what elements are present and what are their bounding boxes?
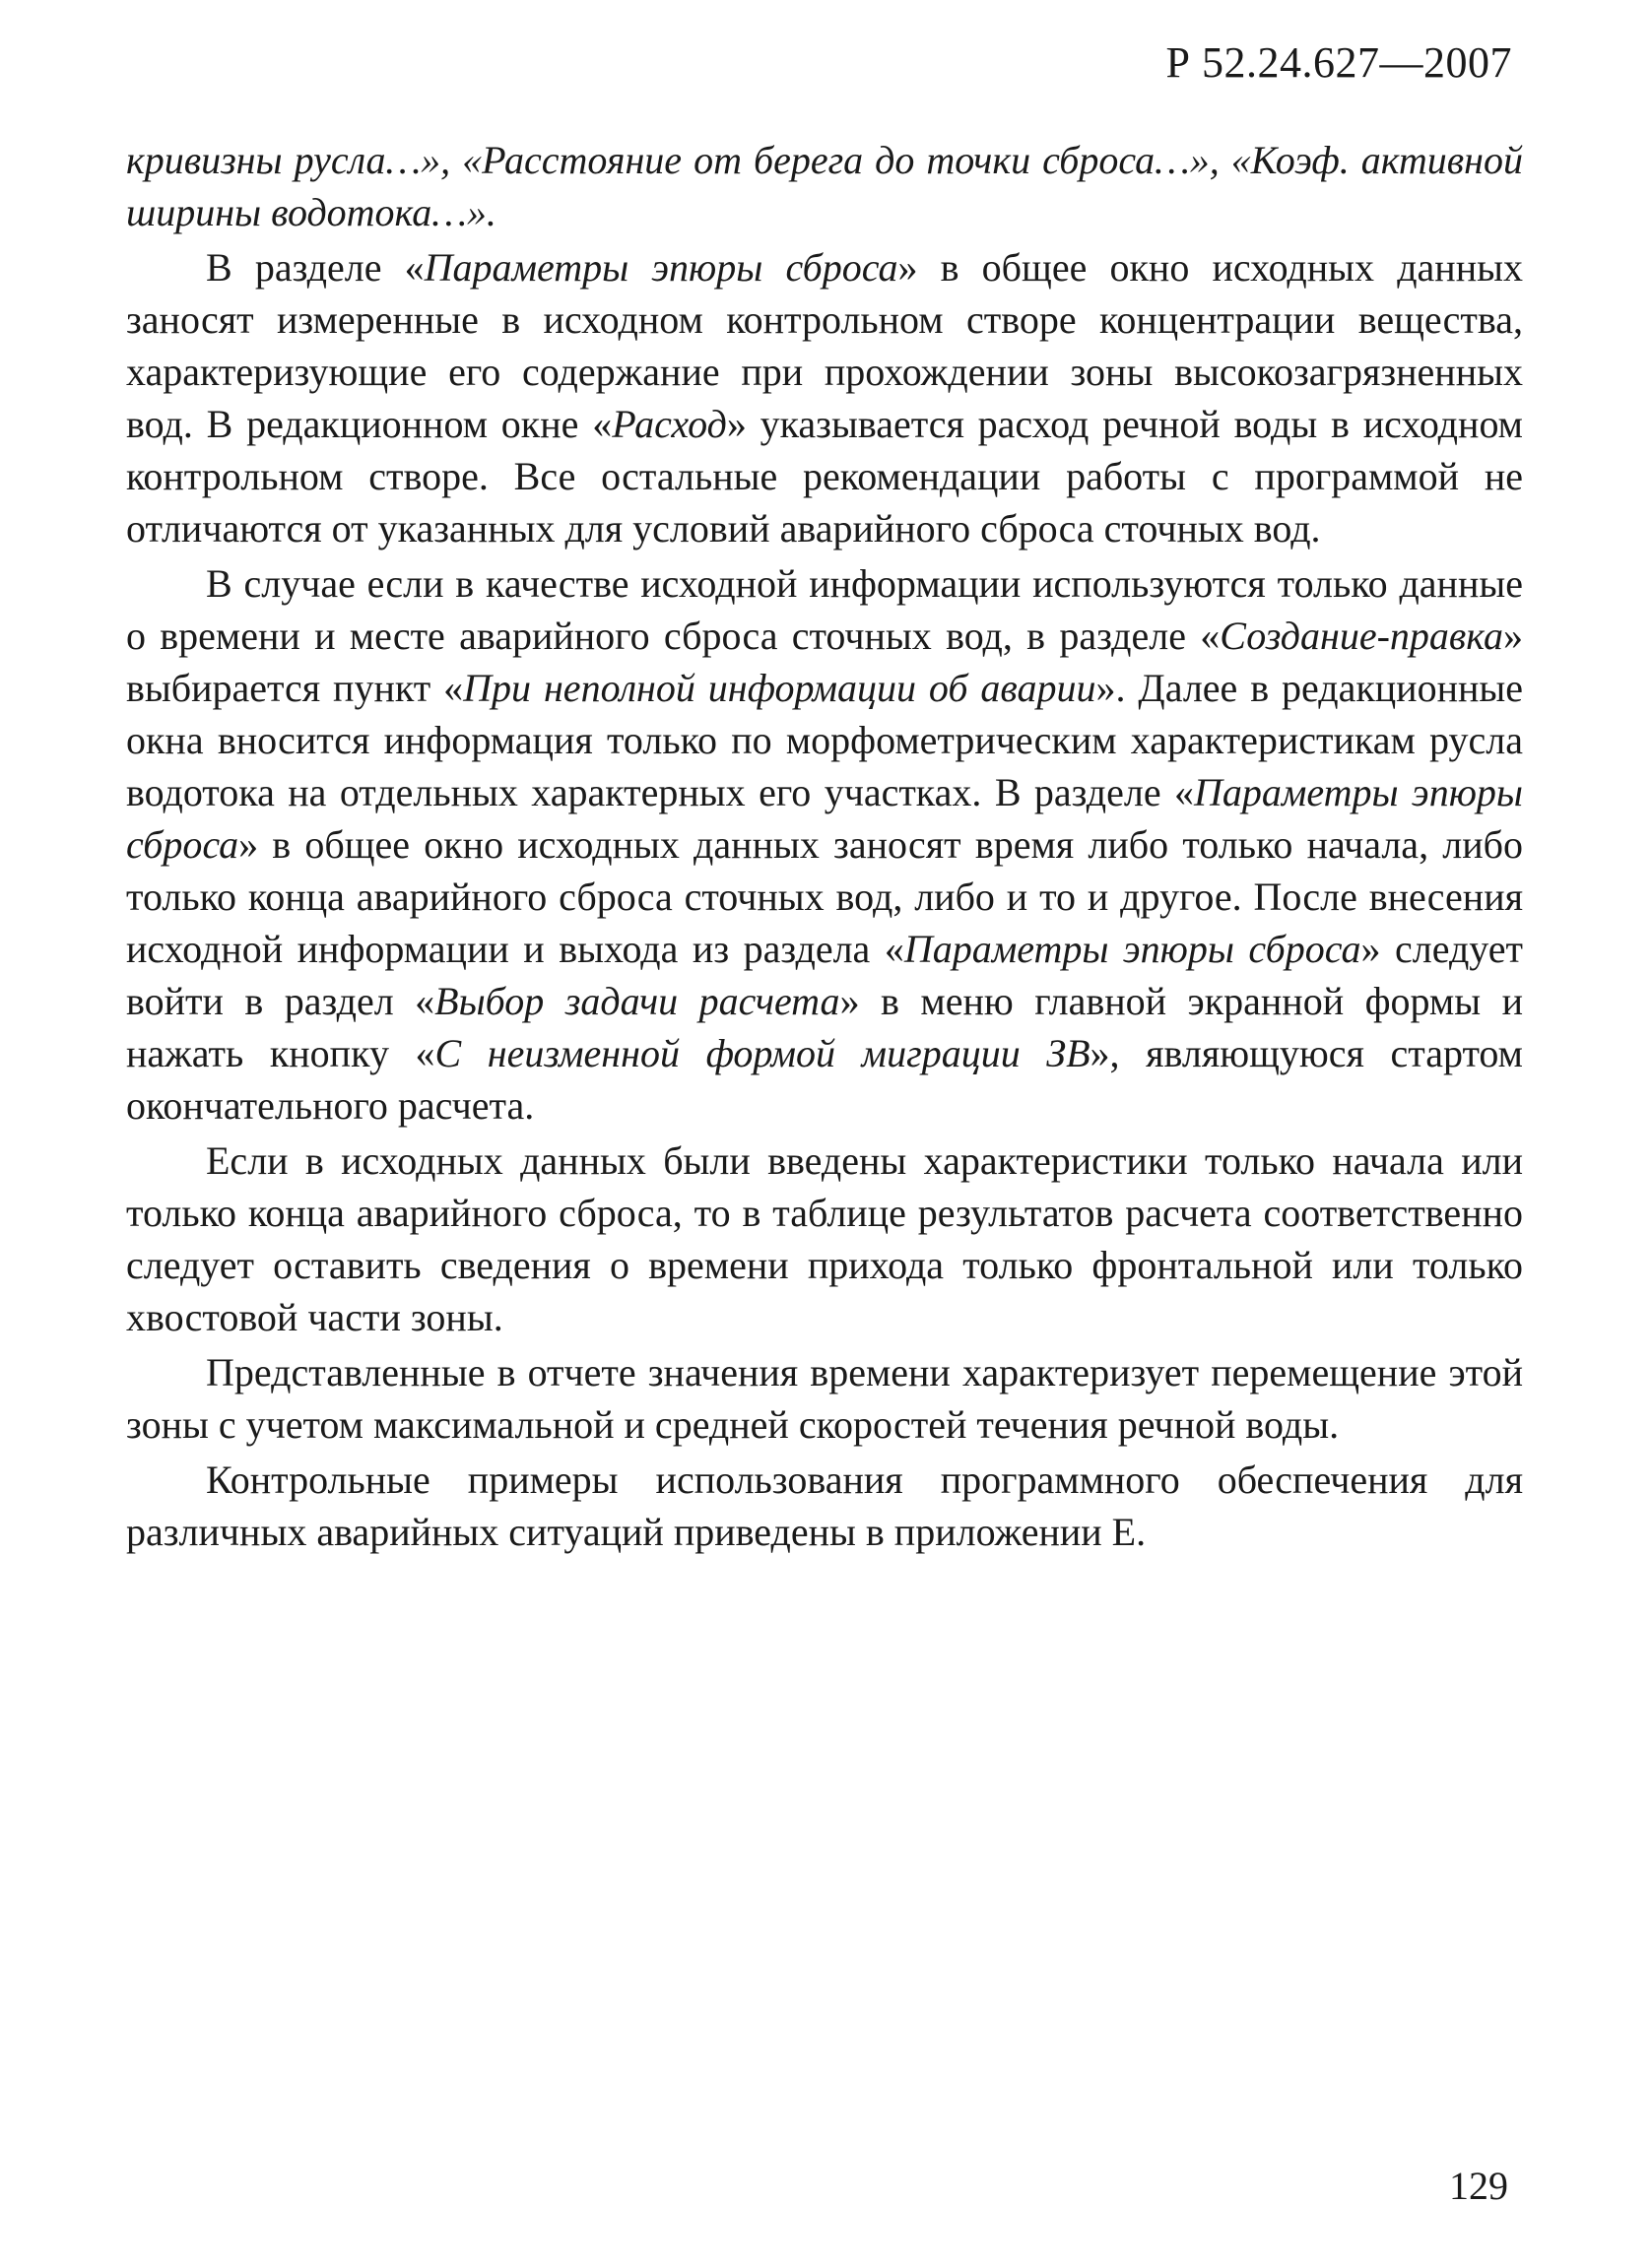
paragraph-3 [126, 557, 1523, 1132]
text-run: Если в исходных данных были введены характеристики только начала или только конца аварийного сброса, то в таблице результатов расчета соответственно следует оставить сведения о времени прихода только фронтальной или только хвостовой части зоны. [126, 1138, 1523, 1339]
text-run: В случае если в качестве исходной информации используются только данные о времени и месте аварийного сброса сточных вод, в разделе « [126, 561, 1523, 658]
document-number: Р 52.24.627—2007 [1165, 38, 1512, 87]
italic-run: С неизменной формой миграции ЗВ [434, 1031, 1090, 1075]
text-run: », являющуюся стартом окончательного расчета. [126, 1031, 1523, 1128]
italic-run: Параметры эпюры сброса [903, 927, 1361, 971]
text-run: » указывается расход речной воды в исходном контрольном створе. Все остальные рекомендации работы с программой не отличаются от указанных для условий аварийного сброса сточных вод. [126, 402, 1523, 551]
italic-run: При неполной информации об аварии [463, 666, 1096, 710]
text-run: » выбирается пункт « [126, 614, 1523, 710]
italic-run: Параметры эпюры сброса [424, 245, 898, 290]
paragraph-4 [126, 1134, 1523, 1343]
paragraph-1 [126, 134, 1523, 238]
italic-run: Выбор задачи расчета [434, 979, 840, 1023]
text-run: » следует войти в раздел « [126, 927, 1524, 1023]
paragraph-5 [126, 1346, 1523, 1451]
text-run: Представленные в отчете значения времени характеризует перемещение этой зоны с учетом максимальной и средней скоростей течения речной воды. [126, 1350, 1523, 1447]
text-run: В разделе « [206, 245, 425, 290]
text-run: » в общее окно исходных данных заносят время либо только начала, либо только конца аварийного сброса сточных вод, либо и то и другое. После внесения исходной информации и выхода из раздела « [126, 822, 1523, 971]
italic-run: Создание-правка [1220, 614, 1503, 658]
page-number: 129 [1449, 2164, 1508, 2208]
text-run: Контрольные примеры использования программного обеспечения для различных аварийных ситуаций приведены в приложении Е. [126, 1458, 1523, 1554]
paragraph-6 [126, 1454, 1523, 1558]
text-run: » в меню главной экранной формы и нажать кнопку « [126, 979, 1523, 1075]
body-text [126, 134, 1523, 1558]
text-run: ». Далее в редакционные окна вносится информация только по морфометрическим характеристикам русла водотока на отдельных характерных его участках. В разделе « [126, 666, 1524, 814]
italic-run: кривизны русла…», «Расстояние от берега до точки сброса…», «Коэф. активной ширины водотока…». [126, 138, 1523, 234]
italic-run: Расход [612, 402, 727, 446]
paragraph-2 [126, 241, 1523, 554]
text-run: » в общее окно исходных данных заносят измеренные в исходном контрольном створе концентрации вещества, характеризующие его содержание при прохождении зоны высокозагрязненных вод. В редакционном окне « [126, 245, 1523, 446]
italic-run: Параметры эпюры сброса [126, 770, 1523, 867]
